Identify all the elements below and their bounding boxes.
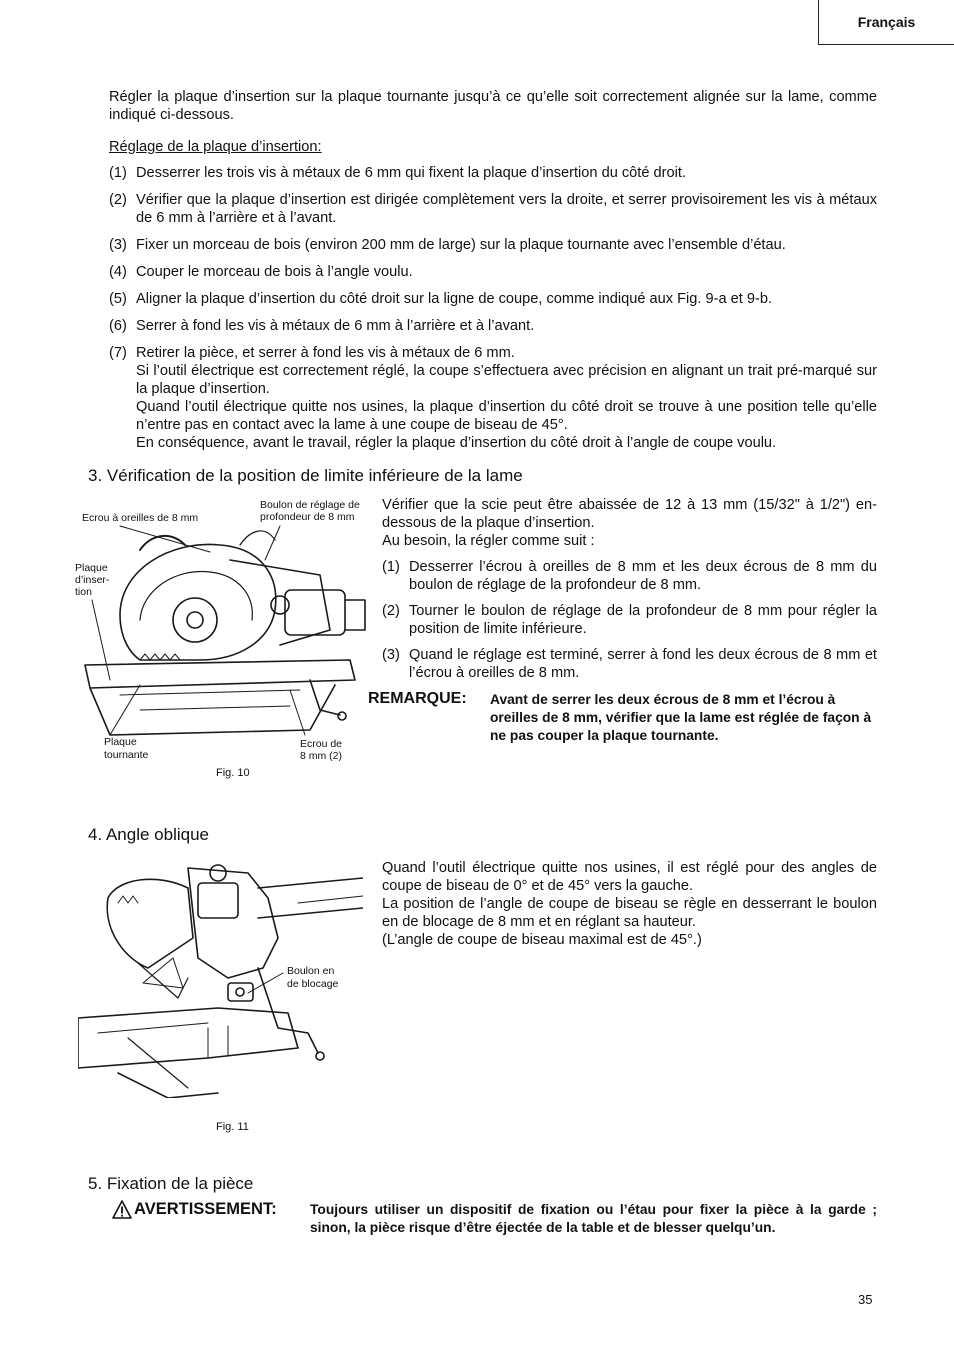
fig10-illustration bbox=[80, 520, 370, 745]
callout-nut-2: 8 mm (2) bbox=[300, 750, 342, 762]
list-item bbox=[382, 602, 877, 638]
list-item bbox=[109, 191, 877, 227]
callout-insert-2: d’inser- bbox=[75, 574, 110, 586]
step-number: (2) bbox=[382, 603, 400, 619]
step-text: Serrer à fond les vis à métaux de 6 mm à l’arrière et à l’avant. bbox=[136, 318, 535, 334]
list-item bbox=[109, 290, 877, 308]
remark-text: Avant de serrer les deux écrous de 8 mm et l’écrou à oreilles de 8 mm, vérifier que la lame est réglée de façon à ne pas couper la plaque tournante. bbox=[490, 692, 872, 743]
fig10-caption: Fig. 10 bbox=[216, 767, 250, 779]
callout-turntable-1: Plaque bbox=[104, 736, 137, 748]
step7-extra-1: Si l’outil électrique est correctement réglé, la coupe s’effectuera avec précision en alignant un trait pré-marqué sur la plaque d’insertion. bbox=[136, 363, 877, 397]
step-text: Retirer la pièce, et serrer à fond les vis à métaux de 6 mm. bbox=[136, 345, 515, 361]
section4-paragraph-3: (L’angle de coupe de biseau maximal est de 45°.) bbox=[382, 932, 702, 948]
callout-insert-3: tion bbox=[75, 586, 92, 598]
step-number: (1) bbox=[109, 165, 127, 181]
step-number: (5) bbox=[109, 291, 127, 307]
warning-label: AVERTISSEMENT: bbox=[134, 1200, 277, 1218]
step7-extra-3: En conséquence, avant le travail, régler la plaque d’insertion du côté droit à l’angle de coupe voulu. bbox=[136, 435, 777, 451]
step-number: (7) bbox=[109, 345, 127, 361]
step-text: Vérifier que la plaque d’insertion est dirigée complètement vers la droite, et serrer provisoirement les vis à métaux de 6 mm à l’arrière et à l’avant. bbox=[136, 192, 877, 226]
language-label: Français bbox=[857, 14, 916, 30]
callout-nut-1: Ecrou de bbox=[300, 738, 343, 750]
section4-text bbox=[382, 859, 877, 949]
step-text: Tourner le boulon de réglage de la profondeur de 8 mm pour régler la position de limite inférieure. bbox=[409, 603, 877, 637]
section3-text bbox=[382, 496, 877, 690]
callout-insert-1: Plaque bbox=[75, 562, 108, 574]
step7-extra-2: Quand l’outil électrique quitte nos usines, la plaque d’insertion du côté droit se trouve à une position telle qu’elle n’entre pas en contact avec la lame à une coupe de biseau de 45°. bbox=[136, 399, 877, 433]
list-item bbox=[109, 317, 877, 335]
list-item bbox=[109, 263, 877, 281]
list-item bbox=[109, 164, 877, 182]
section3-intro: Vérifier que la scie peut être abaissée de 12 à 13 mm (15/32" à 1/2") en-dessous de la plaque d’insertion. bbox=[382, 497, 877, 531]
step-number: (1) bbox=[382, 559, 400, 575]
step-text: Quand le réglage est terminé, serrer à fond les deux écrous de 8 mm et l’écrou à oreilles de 8 mm. bbox=[409, 647, 877, 681]
section3-heading: 3. Vérification de la position de limite inférieure de la lame bbox=[88, 466, 523, 485]
section3-intro2: Au besoin, la régler comme suit : bbox=[382, 533, 595, 549]
step-text: Fixer un morceau de bois (environ 200 mm de large) sur la plaque tournante avec l’ensemble d’étau. bbox=[136, 237, 786, 253]
step-text: Aligner la plaque d’insertion du côté droit sur la ligne de coupe, comme indiqué aux Fig. 9-a et 9-b. bbox=[136, 291, 773, 307]
warning-icon bbox=[112, 1200, 132, 1219]
remark-label: REMARQUE: bbox=[368, 690, 467, 707]
section4-paragraph-1: Quand l’outil électrique quitte nos usines, il est réglé pour des angles de coupe de biseau de 0° et de 45° vers la gauche. bbox=[382, 860, 877, 894]
callout-depth-bolt-1: Boulon de réglage de bbox=[260, 499, 360, 511]
insert-adjust-subtitle: Réglage de la plaque d’insertion: bbox=[109, 139, 322, 155]
list-item bbox=[109, 236, 877, 254]
step-number: (2) bbox=[109, 192, 127, 208]
callout-depth-bolt-2: profondeur de 8 mm bbox=[260, 511, 355, 523]
page-number: 35 bbox=[858, 1292, 873, 1307]
section5-heading: 5. Fixation de la pièce bbox=[88, 1174, 254, 1193]
step-number: (3) bbox=[382, 647, 400, 663]
step-text: Couper le morceau de bois à l’angle voulu. bbox=[136, 264, 413, 280]
list-item bbox=[382, 558, 877, 594]
step-text: Desserrer l’écrou à oreilles de 8 mm et les deux écrous de 8 mm du boulon de réglage de la profondeur de 8 mm. bbox=[409, 559, 877, 593]
warning-text: Toujours utiliser un dispositif de fixation ou l’étau pour fixer la pièce à la garde ; sinon, la pièce risque d’être éjectée de la table et de blesser quelqu’un. bbox=[310, 1202, 877, 1235]
language-tab bbox=[818, 0, 954, 45]
fig11-caption: Fig. 11 bbox=[216, 1121, 249, 1133]
section3-steps bbox=[382, 558, 877, 682]
step-number: (3) bbox=[109, 237, 127, 253]
step-number: (4) bbox=[109, 264, 127, 280]
section4-heading: 4. Angle oblique bbox=[88, 825, 209, 844]
callout-lock-bolt-2: de blocage bbox=[287, 978, 339, 990]
list-item bbox=[382, 646, 877, 682]
callout-wing-nut: Ecrou à oreilles de 8 mm bbox=[82, 512, 199, 524]
step-text: Desserrer les trois vis à métaux de 6 mm qui fixent la plaque d’insertion du côté droit. bbox=[136, 165, 686, 181]
insert-adjust-steps bbox=[109, 164, 877, 461]
list-item bbox=[109, 344, 877, 452]
intro-paragraph: Régler la plaque d’insertion sur la plaque tournante jusqu’à ce qu’elle soit correctement alignée sur la lame, comme indiqué ci-dessous. bbox=[109, 89, 877, 123]
step-number: (6) bbox=[109, 318, 127, 334]
callout-lock-bolt-1: Boulon en bbox=[287, 965, 335, 977]
callout-turntable-2: tournante bbox=[104, 749, 149, 761]
section4-paragraph-2: La position de l’angle de coupe de biseau se règle en desserrant le boulon en de blocage de 8 mm et en réglant sa hauteur. bbox=[382, 896, 877, 930]
